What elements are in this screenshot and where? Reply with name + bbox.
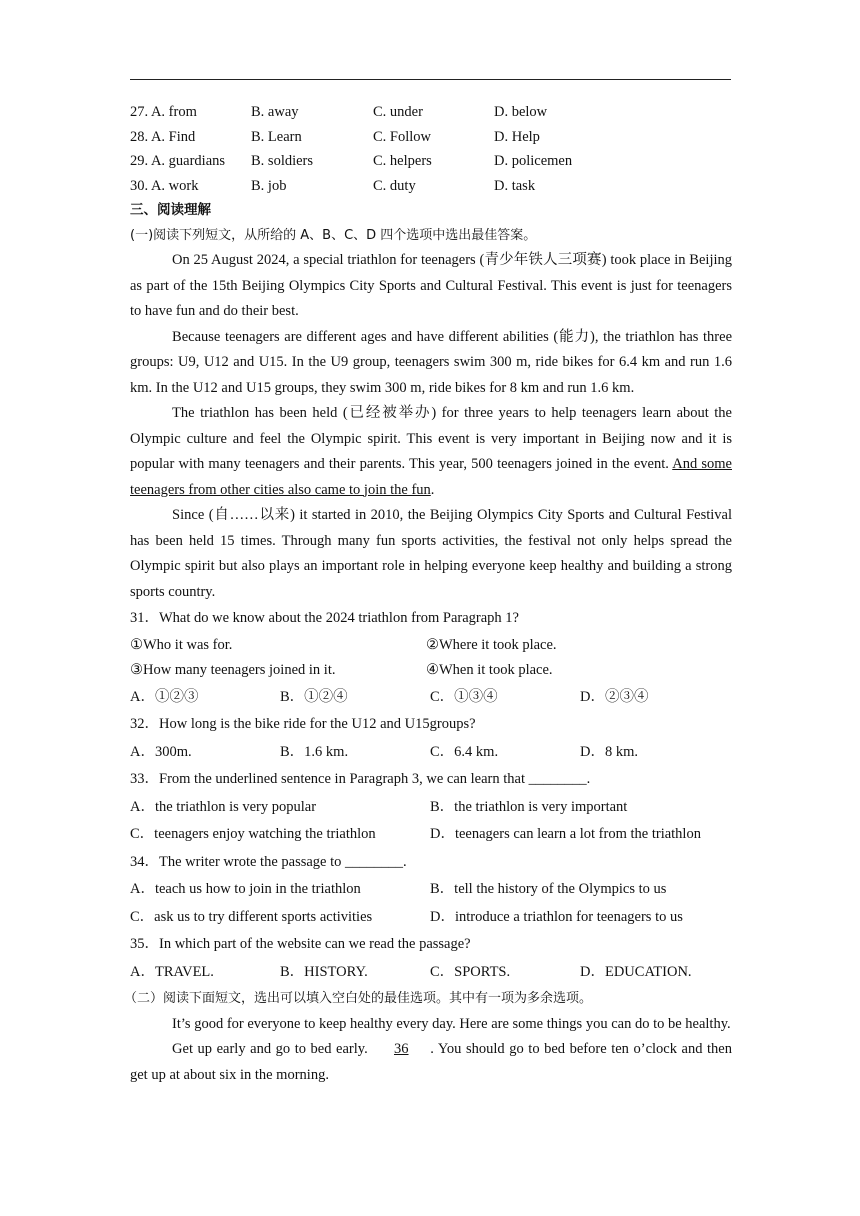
- part2-paragraph-2: Get up early and go to bed early. 36 . You should go to bed before ten o’clock and then get up at about six in the morning.: [130, 1037, 732, 1088]
- options-row-30: 30. A. work B. job C. duty D. task: [130, 177, 536, 194]
- q33-answers-row-1: A．the triathlon is very popular B．the triathlon is very important: [130, 798, 628, 815]
- passage-paragraph-1: On 25 August 2024, a special triathlon for teenagers (青少年铁人三项赛) took place in Beijing as part of the 15th Beijing Olympics City Sports and Cultural Festival. This event is just for teenagers to have fun and do their best.: [130, 252, 732, 319]
- exam-content: [124, 100, 732, 1088]
- question-33: 33．From the underlined sentence in Paragraph 3, we can learn that ________.: [130, 771, 591, 787]
- q34-answers-row-2: C．ask us to try different sports activities D．introduce a triathlon for teenagers to us: [130, 908, 683, 925]
- passage-paragraph-3: [130, 401, 732, 503]
- question-32: 32．How long is the bike ride for the U12 and U15groups?: [130, 716, 476, 732]
- q35-answers: A．TRAVEL. B．HISTORY. C．SPORTS. D．EDUCATION.: [130, 963, 692, 980]
- question-31: 31．What do we know about the 2024 triathlon from Paragraph 1?: [130, 610, 519, 626]
- options-row-29: 29. A. guardians B. soldiers C. helpers D. policemen: [130, 153, 573, 169]
- header-rule: [130, 79, 731, 80]
- part2-instruction: （二）阅读下面短文，选出可以填入空白处的最佳选项。其中有一项为多余选项。: [124, 991, 593, 1006]
- part1-instruction: (一)阅读下列短文，从所给的 A、B、C、D 四个选项中选出最佳答案。: [130, 227, 537, 243]
- q31-items-row-1: ①Who it was for. ②Where it took place.: [130, 636, 557, 653]
- q34-answers-row-1: A．teach us how to join in the triathlon B．tell the history of the Olympics to us: [130, 881, 667, 897]
- paragraph-3-text: The triathlon has been held (已经被举办) for three years to help teenagers learn about the Olympic culture and feel the Olympic spirit. This event is very important in Beijing now and it is popular with many teenagers and their parents. This year, 500 teenagers joined in the event.: [130, 405, 732, 472]
- options-row-27: 27. A. from B. away C. under D. below: [130, 104, 548, 120]
- question-34: 34．The writer wrote the passage to ________.: [130, 853, 407, 870]
- options-row-28: 28. A. Find B. Learn C. Follow D. Help: [130, 128, 540, 145]
- passage-paragraph-4: Since (自……以来) it started in 2010, the Beijing Olympics City Sports and Cultural Festival has been held 15 times. Through many fun sports activities, the festival not only helps spread the Olympic spirit but also plays an important role in helping everyone keep healthy and building a strong sports country.: [130, 507, 732, 600]
- paragraph-3-end: .: [430, 481, 435, 498]
- passage-paragraph-2: Because teenagers are different ages and have different abilities (能力), the triathlon has three groups: U9, U12 and U15. In the U9 group, teenagers swim 300 m, ride bikes for 6.4 km and run 1.6 km. In the U12 and U15 groups, they swim 300 m, ride bikes for 8 km and run 1.6 km.: [130, 328, 732, 396]
- underlined-sentence: And some teenagers from other cities also came to join the fun: [130, 456, 732, 498]
- q31-answers: A．①②③ B．①②④ C．①③④ D．②③④: [130, 688, 649, 705]
- q31-items-row-2: ③How many teenagers joined in it. ④When it took place.: [130, 662, 553, 678]
- q33-answers-row-2: C．teenagers enjoy watching the triathlon D．teenagers can learn a lot from the triathlon: [130, 826, 701, 842]
- q32-answers: A．300m. B．1.6 km. C．6.4 km. D．8 km.: [130, 743, 638, 760]
- blank-36: 36: [394, 1041, 409, 1057]
- question-35: 35．In which part of the website can we read the passage?: [130, 936, 471, 952]
- part2-paragraph-1: It’s good for everyone to keep healthy every day. Here are some things you can do to be healthy.: [172, 1015, 731, 1032]
- section-title: 三、阅读理解: [130, 202, 211, 218]
